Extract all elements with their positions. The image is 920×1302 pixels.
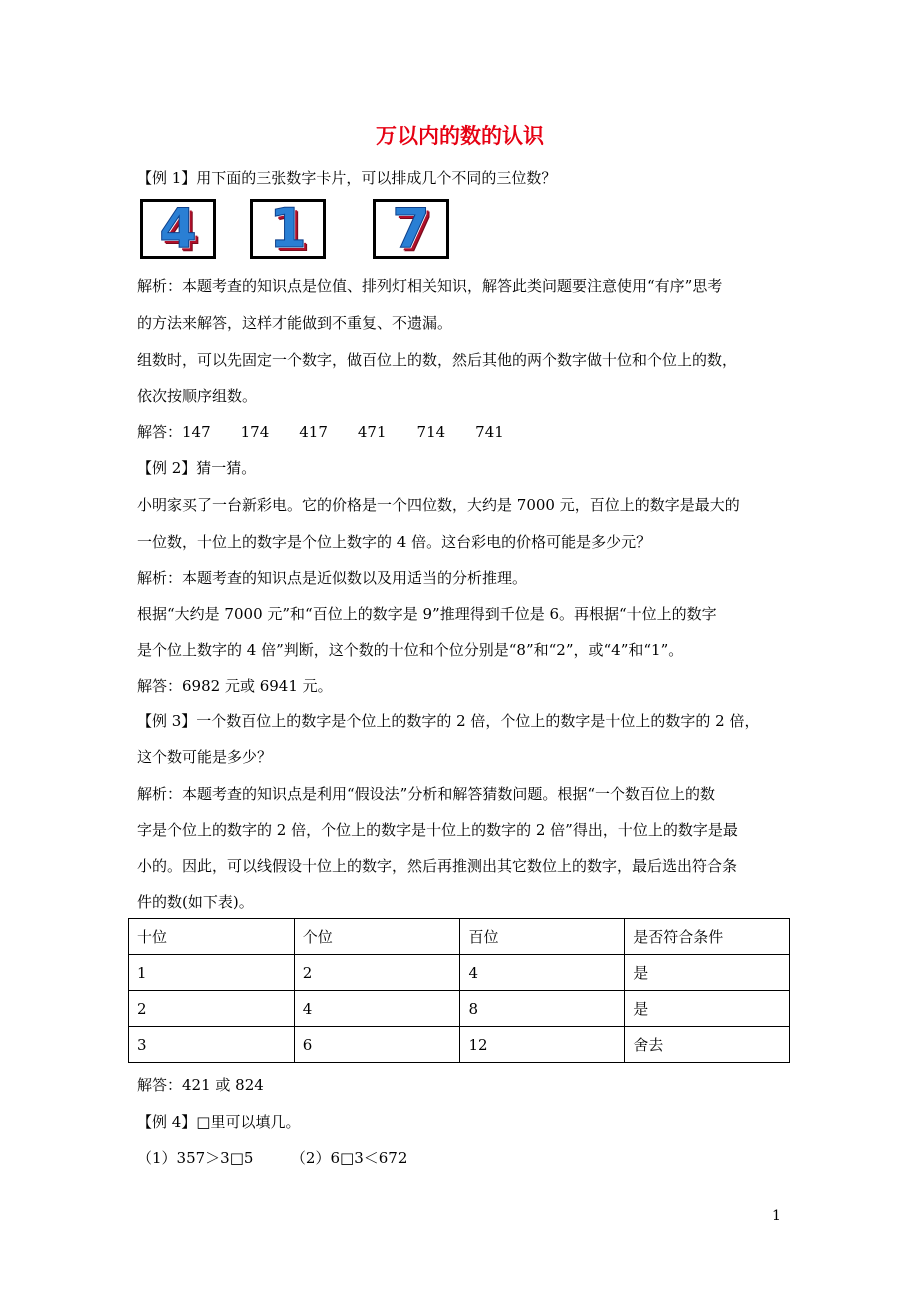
number-card: [373, 199, 449, 259]
table-header-cell: 是否符合条件: [625, 919, 790, 955]
table-cell: 4: [460, 955, 625, 991]
table-cell: 8: [460, 991, 625, 1027]
page-title: 万以内的数的认识: [376, 123, 544, 148]
table-cell: 是: [625, 991, 790, 1027]
example2-question: 【例 2】猜一猜。: [137, 459, 257, 477]
table-header-row: [129, 919, 790, 955]
example1-analysis-line: 组数时，可以先固定一个数字，做百位上的数，然后其他的两个数字做十位和个位上的数，: [137, 351, 738, 369]
example1-analysis-line: 的方法来解答，这样才能做到不重复、不遗漏。: [137, 314, 453, 332]
example3-analysis-line: 件的数(如下表)。: [137, 893, 254, 911]
number-card: [140, 199, 216, 259]
table-cell: 是: [625, 955, 790, 991]
number-card: [250, 199, 326, 259]
card-digit: 7: [392, 197, 430, 260]
table-row: [129, 991, 790, 1027]
example3-question-line: 【例 3】一个数百位上的数字是个位上的数字的 2 倍，个位上的数字是十位上的数字的 2 倍，: [137, 712, 760, 730]
table-cell: 12: [460, 1027, 625, 1063]
example1-analysis-line: 依次按顺序组数。: [137, 387, 258, 405]
example2-analysis-line: 是个位上数字的 4 倍”判断，这个数的十位和个位分别是“8”和“2”，或“4”和“1”。: [137, 641, 684, 659]
page-number: 1: [772, 1208, 781, 1224]
example1-analysis-line: 解析：本题考查的知识点是位值、排列灯相关知识，解答此类问题要注意使用“有序”思考: [137, 277, 723, 295]
table-cell: 2: [129, 991, 295, 1027]
example1-answer: 解答：147 174 417 471 714 741: [137, 423, 504, 441]
digit-table: [128, 918, 790, 1063]
example2-text-line: 小明家买了一台新彩电。它的价格是一个四位数，大约是 7000 元，百位上的数字是最大的: [137, 496, 740, 514]
example4-question: 【例 4】□里可以填几。: [137, 1113, 301, 1131]
example2-text-line: 一位数，十位上的数字是个位上数字的 4 倍。这台彩电的价格可能是多少元？: [137, 533, 652, 551]
table-row: [129, 1027, 790, 1063]
example2-answer: 解答：6982 元或 6941 元。: [137, 677, 333, 695]
table-cell: 2: [294, 955, 460, 991]
example4-items: （1）357＞3□5 （2）6□3＜672: [137, 1149, 408, 1167]
example2-analysis-line: 根据“大约是 7000 元”和“百位上的数字是 9”推理得到千位是 6。再根据“十位上的数字: [137, 605, 717, 623]
table-row: [129, 955, 790, 991]
table-header-cell: 十位: [129, 919, 295, 955]
example3-analysis-line: 字是个位上的数字的 2 倍，个位上的数字是十位上的数字的 2 倍”得出，十位上的数字是最: [137, 821, 738, 839]
card-digit: 1: [269, 197, 307, 260]
table-cell: 4: [294, 991, 460, 1027]
card-digit: 4: [159, 197, 197, 260]
table-cell: 6: [294, 1027, 460, 1063]
example3-answer: 解答：421 或 824: [137, 1076, 264, 1094]
example3-analysis-line: 解析：本题考查的知识点是利用“假设法”分析和解答猜数问题。根据“一个数百位上的数: [137, 785, 716, 803]
table-cell: 3: [129, 1027, 295, 1063]
example3-analysis-line: 小的。因此，可以线假设十位上的数字，然后再推测出其它数位上的数字，最后选出符合条: [137, 857, 738, 875]
table-header-cell: 百位: [460, 919, 625, 955]
table-cell: 1: [129, 955, 295, 991]
example2-analysis-line: 解析：本题考查的知识点是近似数以及用适当的分析推理。: [137, 569, 528, 587]
example3-question-line: 这个数可能是多少？: [137, 748, 273, 766]
number-cards: [140, 199, 460, 263]
table-cell: 舍去: [625, 1027, 790, 1063]
example1-question: 【例 1】用下面的三张数字卡片，可以排成几个不同的三位数？: [137, 169, 557, 187]
table-header-cell: 个位: [294, 919, 460, 955]
